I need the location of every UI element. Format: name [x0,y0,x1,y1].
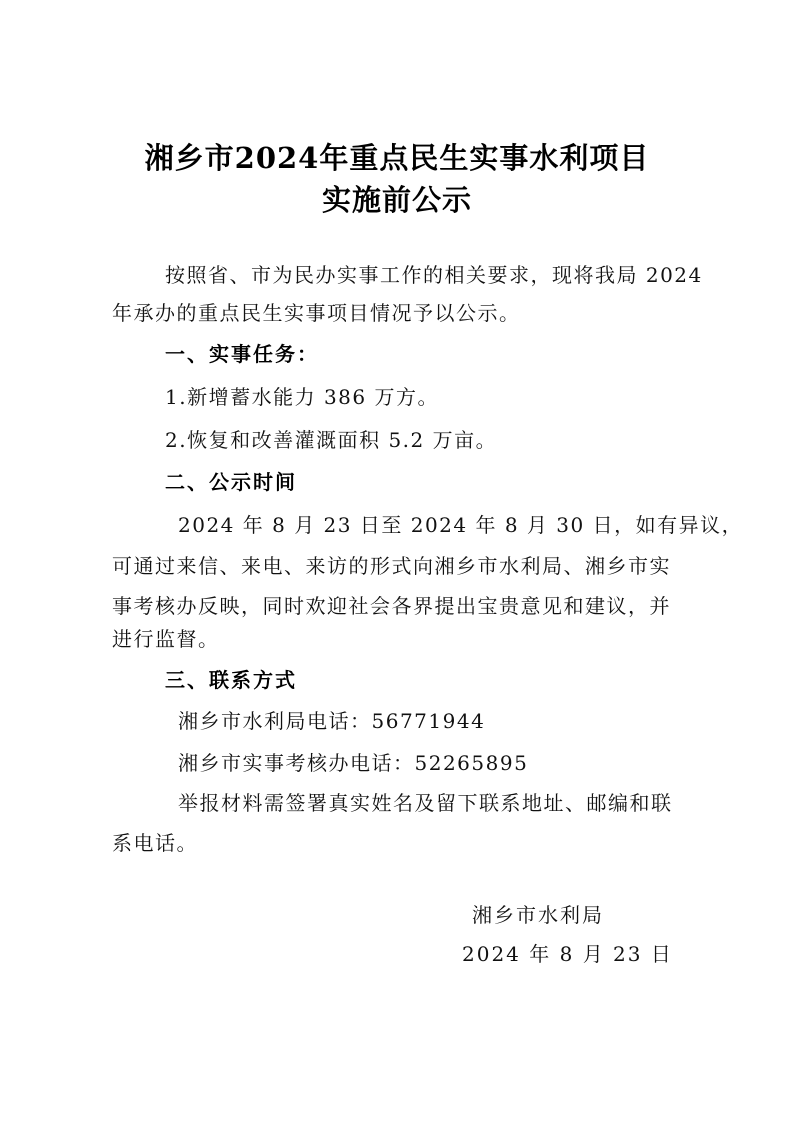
section2-line4: 进行监督。 [112,627,220,651]
intro-line1: 按照省、市为民办实事工作的相关要求，现将我局 2024 [165,263,703,287]
section2-line3: 事考核办反映，同时欢迎社会各界提出宝贵意见和建议，并 [112,594,671,618]
contact-phone-water-bureau: 湘乡市水利局电话：56771944 [178,709,486,733]
contact-phone-assessment-office: 湘乡市实事考核办电话：52265895 [178,751,529,775]
document-title-line2: 实施前公示 [321,183,472,217]
signature-date: 2024 年 8 月 23 日 [462,942,673,966]
document-title-line1: 湘乡市2024年重点民生实事水利项目 [144,141,650,175]
section2-line2: 可通过来信、来电、来访的形式向湘乡市水利局、湘乡市实 [112,554,671,578]
section2-heading: 二、公示时间 [165,470,297,494]
report-note-line1: 举报材料需签署真实姓名及留下联系地址、邮编和联 [178,791,673,815]
report-note-line2: 系电话。 [112,831,198,855]
task-item-2: 2.恢复和改善灌溉面积 5.2 万亩。 [165,428,498,452]
task-item-1: 1.新增蓄水能力 386 万方。 [165,385,439,409]
section3-heading: 三、联系方式 [165,668,297,692]
section2-line1: 2024 年 8 月 23 日至 2024 年 8 月 30 日，如有异议， [178,513,744,537]
signature-organization: 湘乡市水利局 [472,903,604,927]
intro-line2: 年承办的重点民生实事项目情况予以公示。 [112,301,521,325]
section1-heading: 一、实事任务： [165,342,319,366]
